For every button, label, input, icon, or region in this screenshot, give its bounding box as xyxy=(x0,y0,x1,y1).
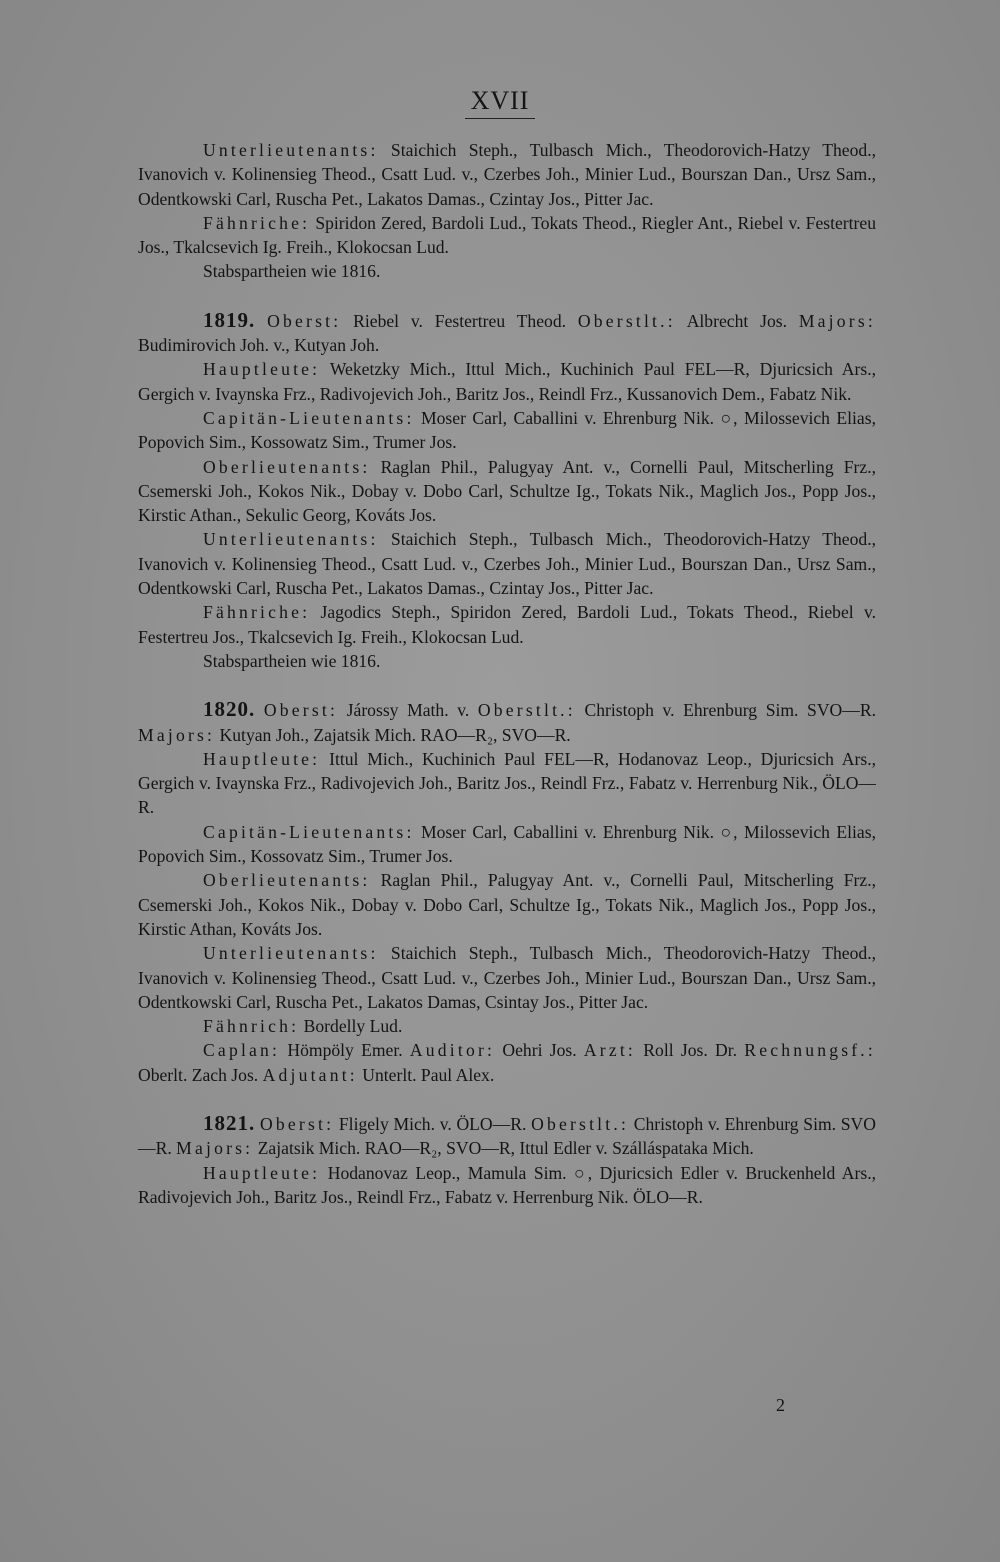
document-body xyxy=(138,138,876,1209)
rank-label: Oberstlt.: xyxy=(577,310,676,331)
names: Christoph v. Ehrenburg Sim. SVO—R. xyxy=(584,700,876,721)
paragraph xyxy=(138,697,876,747)
paragraph xyxy=(138,1111,876,1161)
paragraph xyxy=(138,600,876,649)
names: Raglan Phil., Palugyay Ant. v., Cornelli Paul, Mitscherling Frz., Csemerski Joh., Kokos Nik., Dobay v. Dobo Carl, Schultze Ig., Tokats Nik., Maglich Jos., Popp Jos., Kirstic Athan, Kováts Jos. xyxy=(138,870,877,939)
names: Hömpöly Emer. xyxy=(287,1040,403,1061)
section-1821 xyxy=(138,1111,876,1209)
paragraph xyxy=(138,138,876,211)
paragraph xyxy=(138,868,876,941)
section-continuation xyxy=(138,138,876,284)
names: Oberlt. Zach Jos. xyxy=(138,1064,259,1085)
rank-label: Arzt: xyxy=(583,1040,637,1061)
names: Zajatsik Mich. RAO—R₂, SVO—R, Ittul Edler v. Szálláspataka Mich. xyxy=(257,1138,754,1159)
roman-page-number: XVII xyxy=(465,86,536,119)
rank-label: Oberlieutenants: xyxy=(203,870,371,891)
page-header xyxy=(0,86,1000,119)
rank-label: Majors: xyxy=(176,1138,254,1159)
rank-label: Hauptleute: xyxy=(203,748,321,769)
names: Stabspartheien wie 1816. xyxy=(203,650,381,671)
names: Bordelly Lud. xyxy=(303,1016,403,1037)
names: Stabspartheien wie 1816. xyxy=(203,261,381,282)
names: Hodanovaz Leop., Mamula Sim. ○, Djuricsich Edler v. Bruckenheld Ars., Radivojevich Joh., Baritz Jos., Reindl Frz., Fabatz v. Herrenburg Nik. ÖLO—R. xyxy=(138,1162,876,1207)
names: Spiridon Zered, Bardoli Lud., Tokats Theod., Riegler Ant., Riebel v. Festertreu Jos., Tkalcsevich Ig. Freih., Klokocsan Lud. xyxy=(138,212,877,258)
paragraph xyxy=(138,649,876,673)
rank-label: Oberst: xyxy=(259,1113,335,1134)
section-1820 xyxy=(138,697,876,1087)
names: Fligely Mich. v. ÖLO—R. xyxy=(338,1113,527,1134)
names: Moser Carl, Caballini v. Ehrenburg Nik. ○, Milossevich Elias, Popovich Sim., Kossovatz Sim., Trumer Jos. xyxy=(138,821,876,867)
paragraph xyxy=(138,1161,876,1210)
paragraph xyxy=(138,308,876,358)
names: Unterlt. Paul Alex. xyxy=(362,1064,495,1085)
names: Budimirovich Joh. v., Kutyan Joh. xyxy=(138,335,380,356)
paragraph xyxy=(138,357,876,406)
rank-label: Oberlieutenants: xyxy=(203,456,371,477)
year-heading: 1819. xyxy=(203,307,256,332)
names: Weketzky Mich., Ittul Mich., Kuchinich Paul FEL—R, Djuricsich Ars., Gergich v. Ivaynska Frz., Radivojevich Joh., Baritz Jos., Reindl Frz., Kussanovich Dem., Fabatz Nik. xyxy=(138,359,876,404)
rank-label: Oberst: xyxy=(267,310,342,331)
paragraph xyxy=(138,747,876,820)
year-heading: 1820. xyxy=(203,697,256,722)
names: Staichich Steph., Tulbasch Mich., Theodorovich-Hatzy Theod., Ivanovich v. Kolinensieg Theod., Csatt Lud. v., Czerbes Joh., Minier Lud., Bourszan Dan., Ursz Sam., Odentkowski Carl, Ruscha Pet., Lakatos Damas, Csintay Jos., Pitter Jac. xyxy=(138,943,876,1012)
rank-label: Oberst: xyxy=(263,700,339,721)
names: Staichich Steph., Tulbasch Mich., Theodorovich-Hatzy Theod., Ivanovich v. Kolinensieg Theod., Csatt Lud. v., Czerbes Joh., Minier Lud., Bourszan Dan., Ursz Sam., Odentkowski Carl, Ruscha Pet., Lakatos Damas., Czintay Jos., Pitter Jac. xyxy=(138,140,876,209)
rank-label: Capitän-Lieutenants: xyxy=(203,821,415,842)
rank-label: Majors: xyxy=(798,310,876,331)
rank-label: Fähnriche: xyxy=(203,212,311,233)
names: Roll Jos. Dr. xyxy=(643,1040,737,1061)
rank-label: Unterlieutenants: xyxy=(203,943,379,964)
rank-label: Unterlieutenants: xyxy=(203,140,379,160)
paragraph xyxy=(138,941,876,1014)
paragraph xyxy=(138,527,876,600)
paragraph xyxy=(138,820,876,869)
paragraph xyxy=(138,406,876,455)
rank-label: Majors: xyxy=(138,724,216,745)
paragraph xyxy=(138,1014,876,1038)
rank-label: Capitän-Lieutenants: xyxy=(203,407,415,428)
rank-label: Fähnrich: xyxy=(203,1016,300,1037)
page-number: 2 xyxy=(776,1395,785,1415)
names: Moser Carl, Caballini v. Ehrenburg Nik. ○, Milossevich Elias, Popovich Sim., Kossowatz Sim., Trumer Jos. xyxy=(138,407,876,453)
rank-label: Hauptleute: xyxy=(203,1162,321,1183)
names: Kutyan Joh., Zajatsik Mich. RAO—R₂, SVO—R. xyxy=(219,724,571,745)
rank-label: Auditor: xyxy=(409,1040,496,1061)
section-1819 xyxy=(138,308,876,673)
rank-label: Rechnungsf.: xyxy=(744,1040,876,1061)
names: Jagodics Steph., Spiridon Zered, Bardoli Lud., Tokats Theod., Riebel v. Festertreu Jos., Tkalcsevich Ig. Freih., Klokocsan Lud. xyxy=(138,602,876,647)
paragraph xyxy=(138,211,876,260)
names: Ittul Mich., Kuchinich Paul FEL—R, Hodanovaz Leop., Djuricsich Ars., Gergich v. Ivaynska Frz., Radivojevich Joh., Baritz Jos., Reindl Frz., Fabatz v. Herrenburg Nik., ÖLO—R. xyxy=(138,748,876,818)
names: Járossy Math. v. xyxy=(346,700,470,721)
rank-label: Unterlieutenants: xyxy=(203,529,379,550)
rank-label: Adjutant: xyxy=(262,1064,358,1085)
names: Raglan Phil., Palugyay Ant. v., Cornelli Paul, Mitscherling Frz., Csemerski Joh., Kokos Nik., Dobay v. Dobo Carl, Schultze Ig., Tokats Nik., Maglich Jos., Popp Jos., Kirstic Athan., Sekulic Georg, Kováts Jos. xyxy=(138,456,877,526)
rank-label: Fähnriche: xyxy=(203,602,311,623)
names: Albrecht Jos. xyxy=(686,310,787,331)
paragraph xyxy=(138,455,876,528)
rank-label: Oberstlt.: xyxy=(531,1113,630,1134)
rank-label: Caplan: xyxy=(203,1040,281,1061)
rank-label: Hauptleute: xyxy=(203,359,321,380)
paragraph xyxy=(138,1038,876,1087)
names: Riebel v. Festertreu Theod. xyxy=(353,310,567,331)
rank-label: Oberstlt.: xyxy=(477,700,576,721)
paragraph xyxy=(138,259,876,283)
names: Staichich Steph., Tulbasch Mich., Theodorovich-Hatzy Theod., Ivanovich v. Kolinensieg Theod., Csatt Lud. v., Czerbes Joh., Minier Lud., Bourszan Dan., Ursz Sam., Odentkowski Carl, Ruscha Pet., Lakatos Damas., Czintay Jos., Pitter Jac. xyxy=(138,529,876,599)
year-heading: 1821. xyxy=(203,1110,256,1135)
names: Oehri Jos. xyxy=(502,1040,577,1061)
names: Christoph v. Ehrenburg Sim. SVO—R. xyxy=(138,1113,876,1159)
